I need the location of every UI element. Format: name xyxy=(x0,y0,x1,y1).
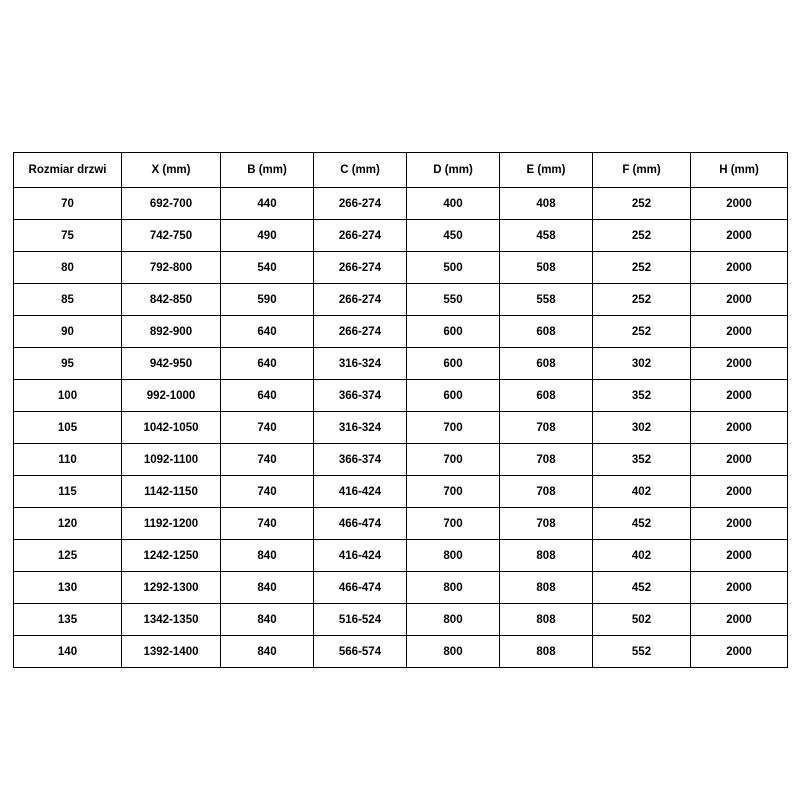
cell-f: 252 xyxy=(593,220,691,252)
cell-d: 450 xyxy=(407,220,500,252)
cell-c: 266-274 xyxy=(314,220,407,252)
cell-x: 1342-1350 xyxy=(122,604,221,636)
cell-b: 640 xyxy=(221,380,314,412)
cell-e: 408 xyxy=(500,188,593,220)
cell-h: 2000 xyxy=(691,284,788,316)
cell-c: 566-574 xyxy=(314,636,407,668)
cell-e: 808 xyxy=(500,540,593,572)
cell-c: 466-474 xyxy=(314,508,407,540)
cell-x: 792-800 xyxy=(122,252,221,284)
table-row xyxy=(14,636,788,668)
cell-b: 840 xyxy=(221,572,314,604)
cell-d: 800 xyxy=(407,572,500,604)
column-header-x: X (mm) xyxy=(122,153,221,188)
cell-f: 352 xyxy=(593,444,691,476)
table-header-row xyxy=(14,153,788,188)
cell-d: 600 xyxy=(407,316,500,348)
cell-f: 252 xyxy=(593,316,691,348)
cell-d: 400 xyxy=(407,188,500,220)
cell-h: 2000 xyxy=(691,188,788,220)
cell-b: 740 xyxy=(221,444,314,476)
cell-door-size: 100 xyxy=(14,380,122,412)
column-header-h: H (mm) xyxy=(691,153,788,188)
cell-b: 840 xyxy=(221,540,314,572)
cell-b: 440 xyxy=(221,188,314,220)
table-row xyxy=(14,252,788,284)
cell-f: 302 xyxy=(593,348,691,380)
cell-x: 1292-1300 xyxy=(122,572,221,604)
cell-x: 1092-1100 xyxy=(122,444,221,476)
cell-x: 842-850 xyxy=(122,284,221,316)
cell-h: 2000 xyxy=(691,572,788,604)
column-header-b: B (mm) xyxy=(221,153,314,188)
table-row xyxy=(14,380,788,412)
cell-door-size: 120 xyxy=(14,508,122,540)
table-row xyxy=(14,444,788,476)
cell-d: 800 xyxy=(407,604,500,636)
cell-x: 992-1000 xyxy=(122,380,221,412)
table-row xyxy=(14,220,788,252)
cell-c: 316-324 xyxy=(314,412,407,444)
cell-b: 540 xyxy=(221,252,314,284)
table-header xyxy=(14,153,788,188)
cell-f: 402 xyxy=(593,476,691,508)
cell-f: 402 xyxy=(593,540,691,572)
column-header-c: C (mm) xyxy=(314,153,407,188)
cell-d: 600 xyxy=(407,380,500,412)
cell-f: 552 xyxy=(593,636,691,668)
cell-door-size: 110 xyxy=(14,444,122,476)
cell-e: 708 xyxy=(500,476,593,508)
table-row xyxy=(14,476,788,508)
cell-e: 608 xyxy=(500,316,593,348)
cell-b: 590 xyxy=(221,284,314,316)
cell-c: 466-474 xyxy=(314,572,407,604)
cell-b: 740 xyxy=(221,412,314,444)
cell-door-size: 125 xyxy=(14,540,122,572)
cell-f: 302 xyxy=(593,412,691,444)
cell-d: 550 xyxy=(407,284,500,316)
cell-d: 800 xyxy=(407,636,500,668)
cell-h: 2000 xyxy=(691,252,788,284)
table-row xyxy=(14,188,788,220)
cell-b: 640 xyxy=(221,348,314,380)
cell-door-size: 70 xyxy=(14,188,122,220)
cell-c: 266-274 xyxy=(314,252,407,284)
cell-door-size: 140 xyxy=(14,636,122,668)
cell-h: 2000 xyxy=(691,316,788,348)
cell-x: 1142-1150 xyxy=(122,476,221,508)
cell-c: 416-424 xyxy=(314,476,407,508)
cell-e: 708 xyxy=(500,508,593,540)
cell-c: 266-274 xyxy=(314,188,407,220)
table-row xyxy=(14,540,788,572)
cell-c: 316-324 xyxy=(314,348,407,380)
cell-e: 608 xyxy=(500,380,593,412)
table-row xyxy=(14,284,788,316)
cell-x: 1242-1250 xyxy=(122,540,221,572)
cell-f: 252 xyxy=(593,284,691,316)
cell-c: 366-374 xyxy=(314,444,407,476)
cell-f: 502 xyxy=(593,604,691,636)
cell-b: 740 xyxy=(221,476,314,508)
cell-door-size: 80 xyxy=(14,252,122,284)
cell-e: 558 xyxy=(500,284,593,316)
cell-e: 808 xyxy=(500,636,593,668)
table-row xyxy=(14,316,788,348)
cell-b: 840 xyxy=(221,636,314,668)
cell-e: 608 xyxy=(500,348,593,380)
cell-door-size: 75 xyxy=(14,220,122,252)
cell-h: 2000 xyxy=(691,412,788,444)
cell-door-size: 115 xyxy=(14,476,122,508)
cell-h: 2000 xyxy=(691,348,788,380)
cell-d: 700 xyxy=(407,508,500,540)
cell-e: 708 xyxy=(500,444,593,476)
cell-e: 508 xyxy=(500,252,593,284)
cell-c: 366-374 xyxy=(314,380,407,412)
cell-f: 252 xyxy=(593,252,691,284)
cell-f: 452 xyxy=(593,508,691,540)
cell-h: 2000 xyxy=(691,380,788,412)
cell-e: 808 xyxy=(500,572,593,604)
cell-h: 2000 xyxy=(691,540,788,572)
cell-b: 640 xyxy=(221,316,314,348)
cell-x: 692-700 xyxy=(122,188,221,220)
cell-c: 516-524 xyxy=(314,604,407,636)
cell-door-size: 95 xyxy=(14,348,122,380)
table-body xyxy=(14,188,788,668)
cell-door-size: 135 xyxy=(14,604,122,636)
cell-door-size: 105 xyxy=(14,412,122,444)
cell-x: 892-900 xyxy=(122,316,221,348)
cell-x: 1192-1200 xyxy=(122,508,221,540)
cell-h: 2000 xyxy=(691,476,788,508)
table-row xyxy=(14,412,788,444)
cell-f: 452 xyxy=(593,572,691,604)
cell-x: 1042-1050 xyxy=(122,412,221,444)
cell-b: 740 xyxy=(221,508,314,540)
cell-x: 1392-1400 xyxy=(122,636,221,668)
column-header-door-size: Rozmiar drzwi xyxy=(14,153,122,188)
cell-h: 2000 xyxy=(691,636,788,668)
cell-h: 2000 xyxy=(691,444,788,476)
table-row xyxy=(14,508,788,540)
cell-e: 808 xyxy=(500,604,593,636)
cell-h: 2000 xyxy=(691,220,788,252)
cell-d: 500 xyxy=(407,252,500,284)
cell-door-size: 130 xyxy=(14,572,122,604)
column-header-f: F (mm) xyxy=(593,153,691,188)
cell-d: 700 xyxy=(407,476,500,508)
cell-c: 266-274 xyxy=(314,316,407,348)
specification-table-container xyxy=(13,152,787,668)
table-row xyxy=(14,604,788,636)
cell-c: 416-424 xyxy=(314,540,407,572)
cell-c: 266-274 xyxy=(314,284,407,316)
cell-f: 352 xyxy=(593,380,691,412)
cell-e: 708 xyxy=(500,412,593,444)
cell-h: 2000 xyxy=(691,604,788,636)
specification-table xyxy=(13,152,788,668)
cell-h: 2000 xyxy=(691,508,788,540)
cell-b: 840 xyxy=(221,604,314,636)
cell-door-size: 90 xyxy=(14,316,122,348)
cell-d: 700 xyxy=(407,412,500,444)
cell-e: 458 xyxy=(500,220,593,252)
cell-d: 600 xyxy=(407,348,500,380)
cell-f: 252 xyxy=(593,188,691,220)
cell-b: 490 xyxy=(221,220,314,252)
cell-d: 800 xyxy=(407,540,500,572)
cell-x: 942-950 xyxy=(122,348,221,380)
table-row xyxy=(14,348,788,380)
table-row xyxy=(14,572,788,604)
cell-d: 700 xyxy=(407,444,500,476)
cell-door-size: 85 xyxy=(14,284,122,316)
column-header-d: D (mm) xyxy=(407,153,500,188)
cell-x: 742-750 xyxy=(122,220,221,252)
column-header-e: E (mm) xyxy=(500,153,593,188)
